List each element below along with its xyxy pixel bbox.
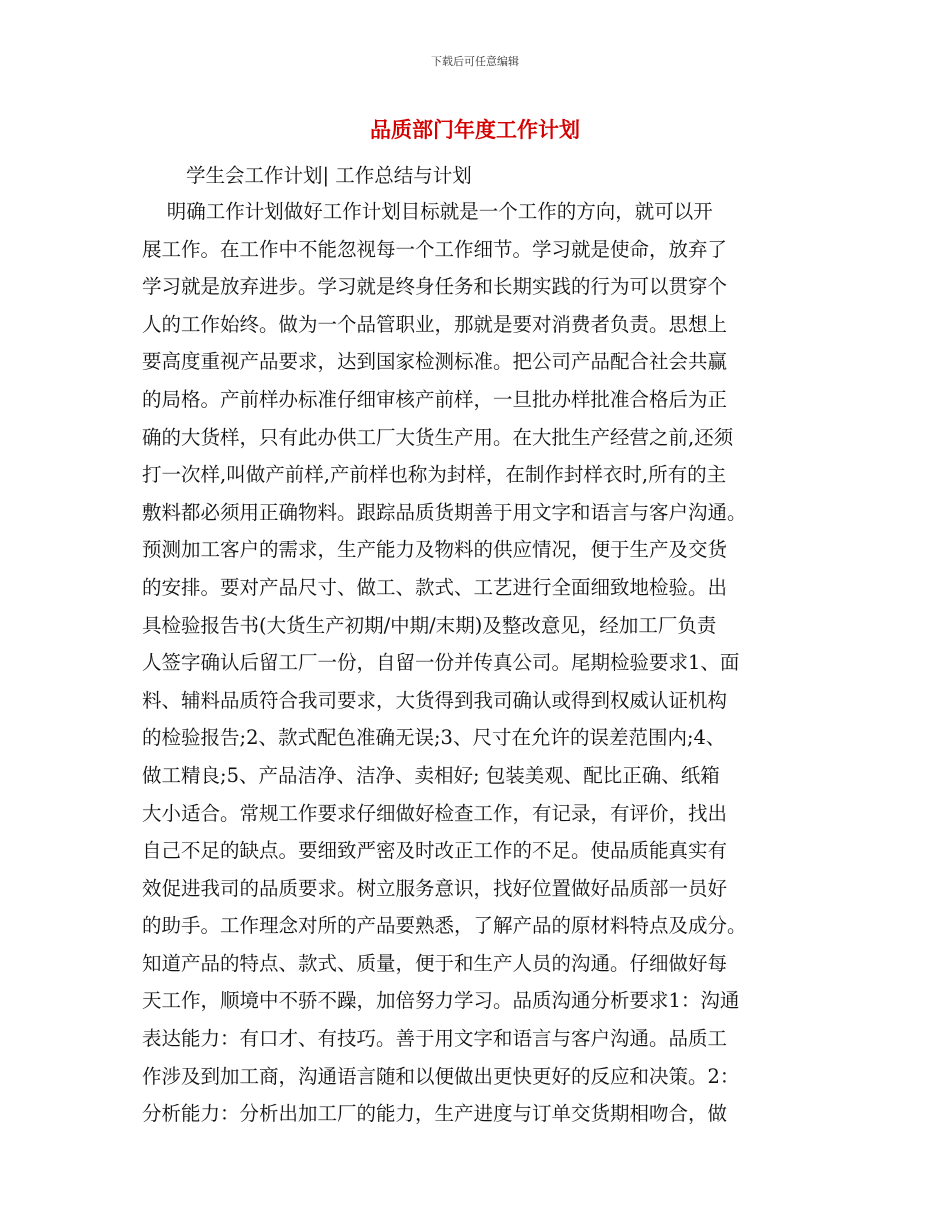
body-line: 展工作。在工作中不能忽视每一个工作细节。学习就是使命，放弃了 [142, 237, 728, 261]
body-line: 的安排。要对产品尺寸、做工、款式、工艺进行全面细致地检验。出 [142, 575, 728, 599]
document-subtitle: 学生会工作计划| 工作总结与计划 [186, 164, 472, 187]
body-line: 学习就是放弃进步。学习就是终身任务和长期实践的行为可以贯穿个 [142, 275, 728, 299]
body-line: 敷料都必须用正确物料。跟踪品质货期善于用文字和语言与客户沟通。 [142, 500, 747, 524]
body-line: 人签字确认后留工厂一份，自留一份并传真公司。尾期检验要求1、面 [142, 651, 740, 675]
body-line: 的助手。工作理念对所的产品要熟悉，了解产品的原材料特点及成分。 [142, 914, 747, 938]
body-line: 分析能力：分析出加工厂的能力，生产进度与订单交货期相吻合，做 [142, 1102, 728, 1126]
document-body [142, 193, 812, 1133]
document-title: 品质部门年度工作计划 [370, 118, 580, 142]
body-line: 人的工作始终。做为一个品管职业，那就是要对消费者负责。思想上 [142, 312, 728, 336]
body-line: 预测加工客户的需求，生产能力及物料的供应情况，便于生产及交货 [142, 538, 728, 562]
body-line: 天工作，顺境中不骄不躁，加倍努力学习。品质沟通分析要求1：沟通 [142, 989, 740, 1013]
body-line: 效促进我司的品质要求。树立服务意识，找好位置做好品质部一员好 [142, 876, 728, 900]
body-line: 具检验报告书(大货生产初期/中期/末期)及整改意见，经加工厂负责 [142, 613, 717, 637]
page-header: 下载后可任意编辑 [431, 55, 519, 68]
body-line: 的局格。产前样办标准仔细审核产前样，一旦批办样批准合格后为正 [142, 387, 728, 411]
body-line: 确的大货样，只有此办供工厂大货生产用。在大批生产经营之前,还须 [142, 425, 734, 449]
body-line: 作涉及到加工商，沟通语言随和以便做出更快更好的反应和决策。2： [142, 1064, 740, 1088]
body-line: 表达能力：有口才、有技巧。善于用文字和语言与客户沟通。品质工 [142, 1027, 728, 1051]
body-line: 的检验报告;2、款式配色准确无误;3、尺寸在允许的误差范围内;4、 [142, 726, 726, 750]
body-line: 做工精良;5、产品洁净、洁净、卖相好; 包装美观、配比正确、纸箱 [142, 763, 720, 787]
body-line: 大小适合。常规工作要求仔细做好检查工作，有记录，有评价，找出 [142, 801, 728, 825]
body-line: 要高度重视产品要求，达到国家检测标准。把公司产品配合社会共赢 [142, 350, 728, 374]
body-line: 自己不足的缺点。要细致严密及时改正工作的不足。使品质能真实有 [142, 839, 728, 863]
body-line: 料、辅料品质符合我司要求，大货得到我司确认或得到权威认证机构 [142, 688, 728, 712]
body-line: 知道产品的特点、款式、质量，便于和生产人员的沟通。仔细做好每 [142, 951, 728, 975]
body-line: 打一次样,叫做产前样,产前样也称为封样，在制作封样衣时,所有的主 [142, 463, 727, 487]
body-line: 明确工作计划做好工作计划目标就是一个工作的方向，就可以开 [142, 200, 713, 223]
